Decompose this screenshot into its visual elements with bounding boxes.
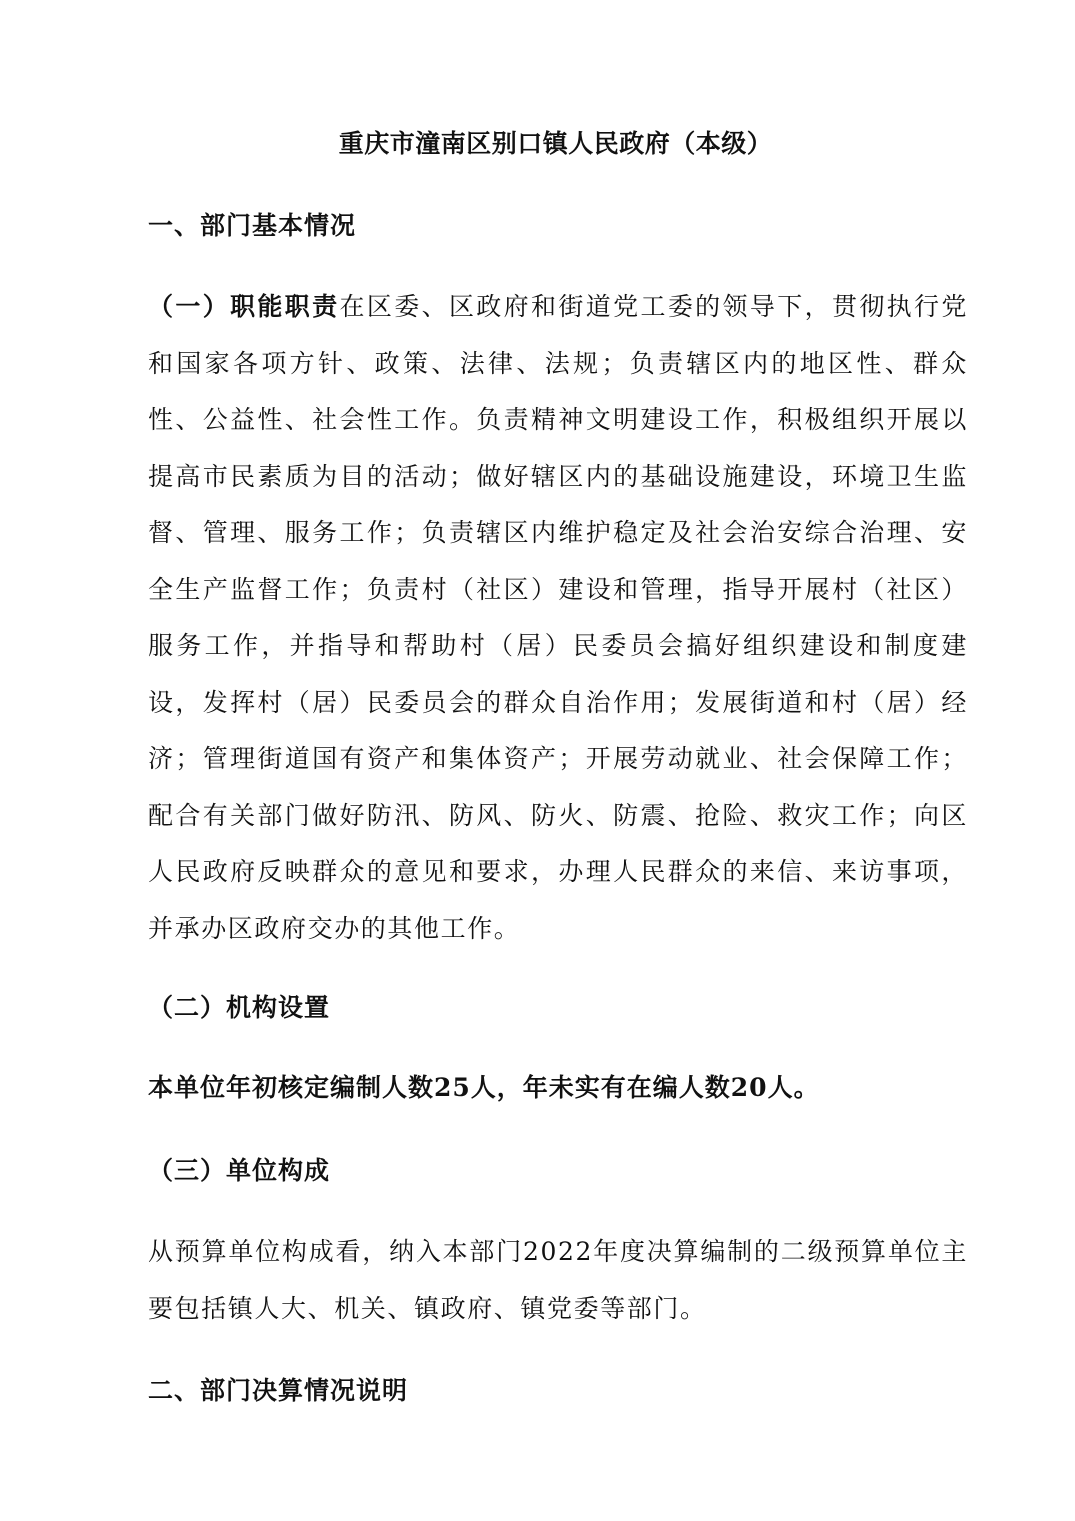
duties-text: 在区委、区政府和街道党工委的领导下，贯彻执行党和国家各项方针、政策、法律、法规；负责辖区内的地区性、群众性、公益性、社会性工作。负责精神文明建设工作，积极组织开展以提高市民素质为目的活动；做好辖区内的基础设施建设，环境卫生监督、管理、服务工作；负责辖区内维护稳定及社会治安综合治理、安全生产监督工作；负责村（社区）建设和管理，指导开展村（社区）服务工作，并指导和帮助村（居）民委员会搞好组织建设和制度建设，发挥村（居）民委员会的群众自治作用；发展街道和村（居）经济；管理街道国有资产和集体资产；开展劳动就业、社会保障工作；配合有关部门做好防汛、防风、防火、防震、抢险、救灾工作；向区人民政府反映群众的意见和要求，办理人民群众的来信、来访事项，并承办区政府交办的其他工作。 bbox=[148, 292, 968, 943]
units-paragraph: 从预算单位构成看，纳入本部门2022年度决算编制的二级预算单位主要包括镇人大、机关、镇政府、镇党委等部门。 bbox=[148, 1237, 968, 1323]
section-heading-basic-info: 一、部门基本情况 bbox=[148, 211, 357, 240]
document-title: 重庆市潼南区别口镇人民政府（本级） bbox=[338, 129, 773, 158]
subheading-org-setup: （二）机构设置 bbox=[148, 993, 331, 1022]
duties-label: （一）职能职责 bbox=[148, 292, 340, 321]
subheading-unit-composition: （三）单位构成 bbox=[148, 1156, 331, 1185]
staff-count-text: 本单位年初核定编制人数25人，年未实有在编人数20人。 bbox=[148, 1073, 820, 1102]
duties-paragraph bbox=[148, 279, 968, 957]
section-heading-final-accounts: 二、部门决算情况说明 bbox=[148, 1376, 409, 1405]
